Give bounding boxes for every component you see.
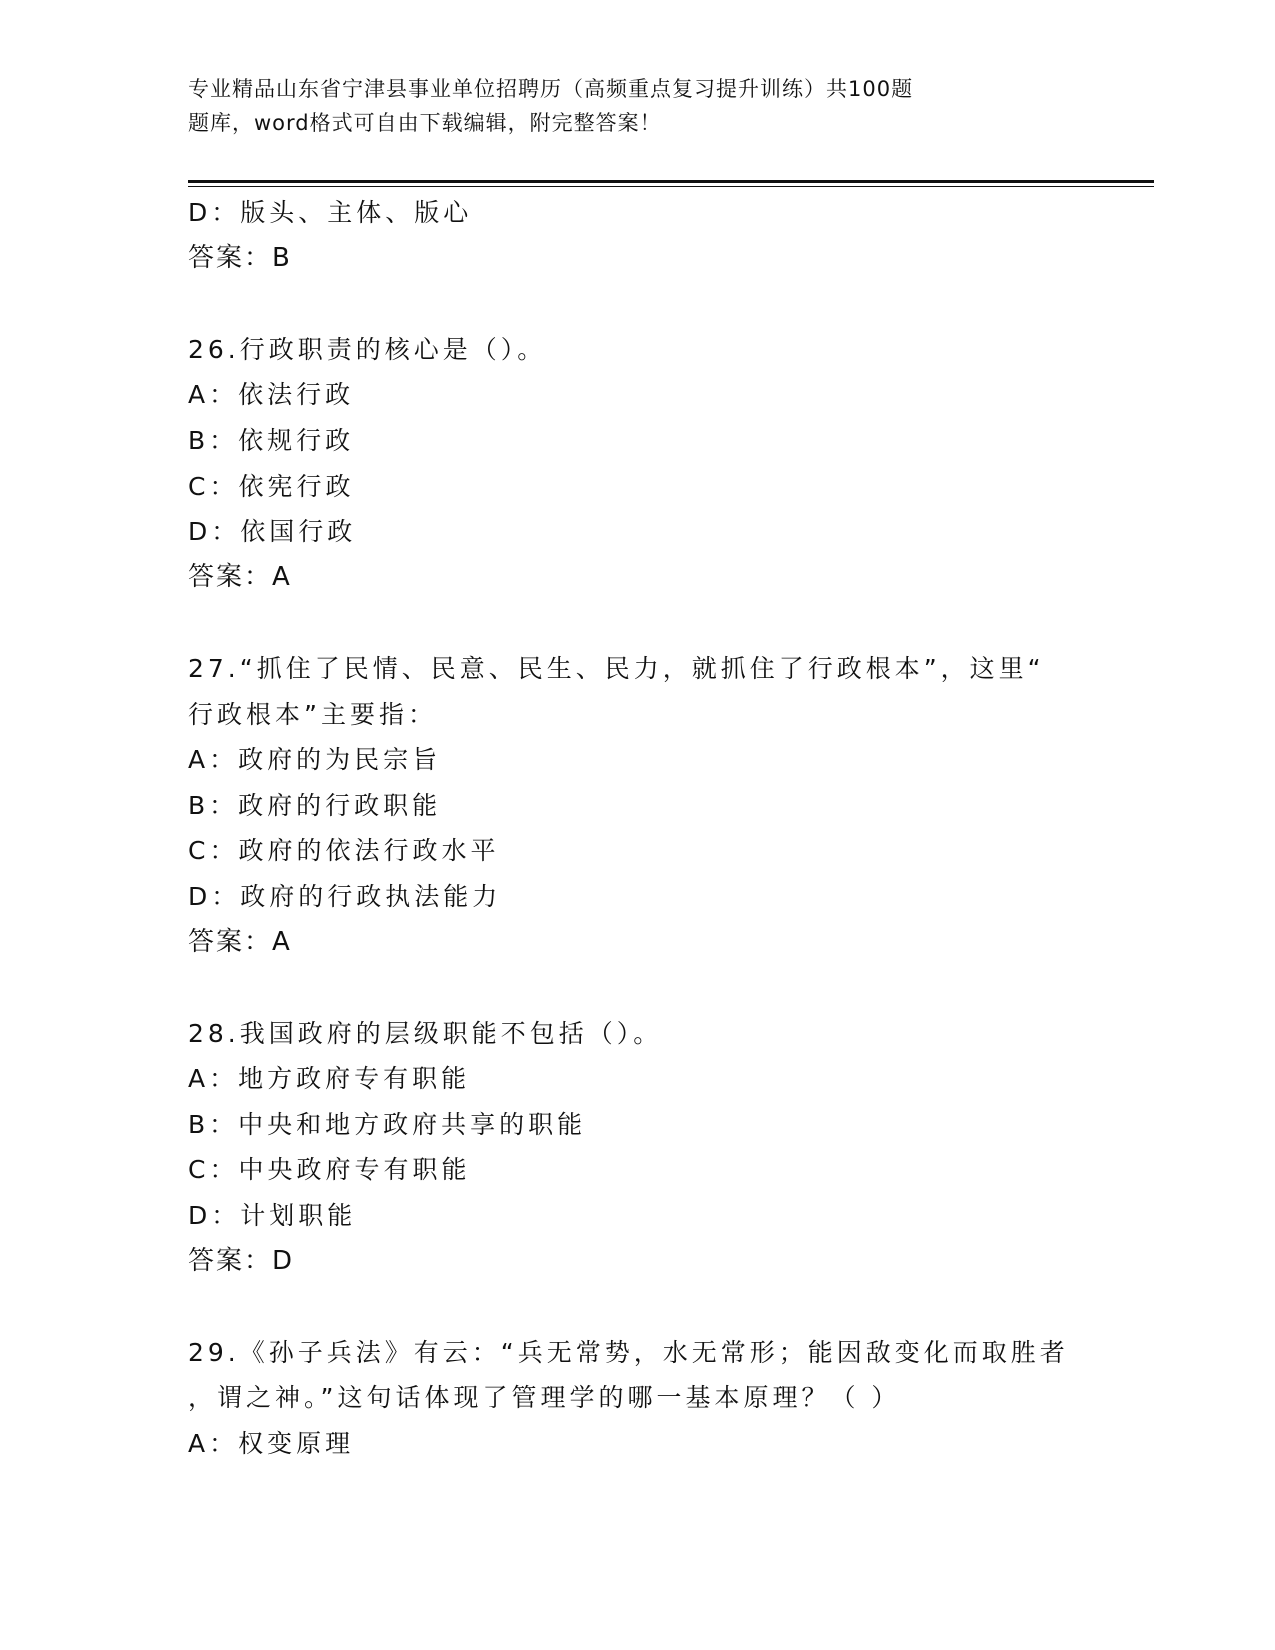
option-a: A：政府的为民宗旨 [188, 745, 442, 775]
spacer [188, 600, 1154, 646]
document-header [188, 72, 1048, 140]
option-a: A：地方政府专有职能 [188, 1064, 471, 1094]
question-28 [188, 1011, 1154, 1285]
option-c: C：政府的依法行政水平 [188, 836, 500, 866]
option-d: D：政府的行政执法能力 [188, 881, 502, 911]
question-26 [188, 327, 1154, 601]
header-line-1: 专业精品山东省宁津县事业单位招聘历（高频重点复习提升训练）共100题 [188, 77, 914, 101]
question-29 [188, 1330, 1154, 1467]
option-a: A：依法行政 [188, 380, 355, 410]
answer: 答案：A [188, 561, 292, 592]
question-stem-line-1: 29.《孙子兵法》有云：“兵无常势，水无常形；能因敌变化而取胜者 [188, 1337, 1069, 1367]
question-content [188, 190, 1154, 1467]
option-c: C：依宪行政 [188, 471, 355, 501]
spacer [188, 281, 1154, 327]
question-stem-line-2: ，谓之神。”这句话体现了管理学的哪一基本原理？（ ） [188, 1383, 901, 1413]
option-c: C：中央政府专有职能 [188, 1155, 471, 1185]
question-stem: 26.行政职责的核心是（）。 [188, 334, 547, 364]
option-a: A：权变原理 [188, 1429, 355, 1459]
spacer [188, 965, 1154, 1011]
spacer [188, 1284, 1154, 1330]
option-d: D：计划职能 [188, 1201, 357, 1231]
question-stem: 28.我国政府的层级职能不包括（）。 [188, 1018, 663, 1048]
answer: 答案：A [188, 926, 292, 957]
option-b: B：中央和地方政府共享的职能 [188, 1109, 587, 1139]
option-b: B：政府的行政职能 [188, 790, 442, 820]
header-rule-thin [188, 186, 1154, 187]
question-stem-line-1: 27.“抓住了民情、民意、民生、民力，就抓住了行政根本”，这里“ [188, 653, 1045, 683]
carryover-option-d: D：版头、主体、版心 [188, 198, 473, 227]
question-27 [188, 646, 1154, 965]
header-rule-thick [188, 180, 1154, 183]
header-line-2: 题库，word格式可自由下载编辑，附完整答案！ [188, 111, 662, 135]
question-stem-line-2: 行政根本”主要指： [188, 699, 437, 729]
option-b: B：依规行政 [188, 425, 355, 455]
carryover-answer: 答案：B [188, 242, 292, 273]
answer: 答案：D [188, 1245, 295, 1276]
option-d: D：依国行政 [188, 517, 357, 547]
